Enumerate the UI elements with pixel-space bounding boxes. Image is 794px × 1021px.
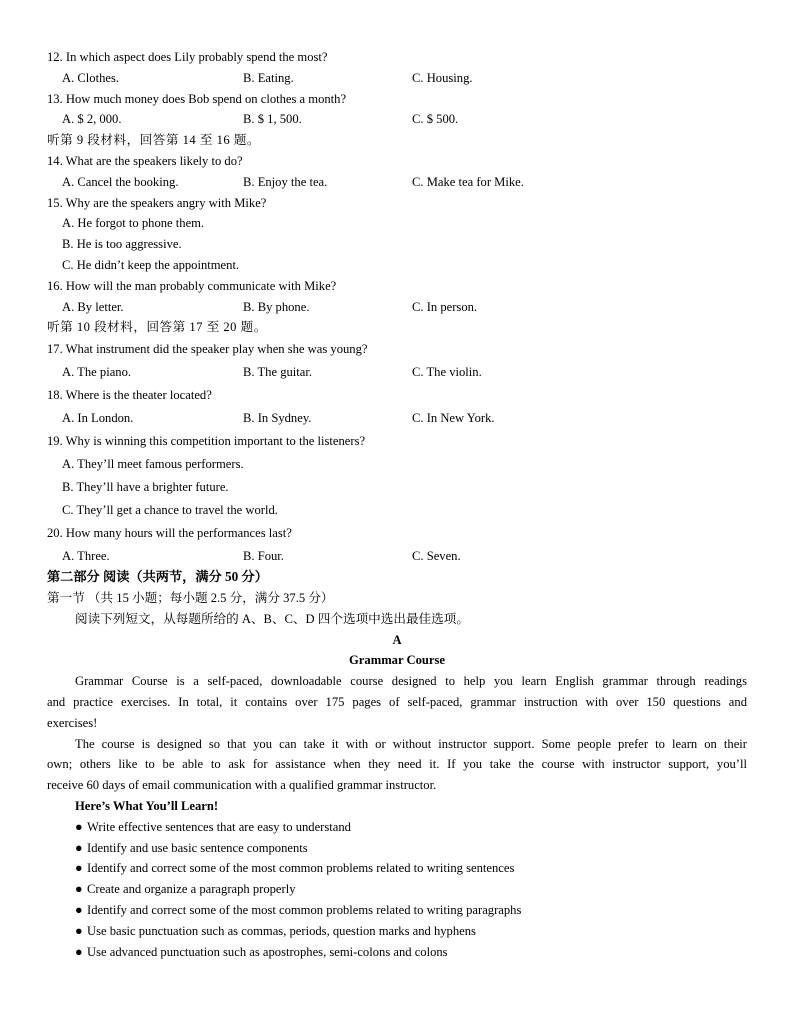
question-text: 12. In which aspect does Lily probably spend the most? (47, 50, 328, 64)
option-a: A. By letter. (62, 299, 124, 314)
question-17 (47, 338, 747, 361)
option-a: A. Cancel the booking. (62, 174, 179, 189)
option-a: A. In London. (62, 411, 134, 426)
option-a: A. He forgot to phone them. (62, 216, 205, 231)
options-12 (47, 68, 747, 89)
bullet-icon: ● (75, 923, 83, 938)
question-text: 19. Why is winning this competition important to the listeners? (47, 434, 366, 449)
option-b: B. They’ll have a brighter future. (62, 480, 229, 495)
option-c: C. He didn’t keep the appointment. (62, 257, 240, 272)
option-a: A. The piano. (62, 365, 132, 380)
paragraph-line: The course is designed so that you can take it with or without instructor support. Some people prefer to learn on their (75, 736, 747, 751)
list-item (47, 921, 747, 942)
bullet-icon: ● (75, 902, 83, 917)
option-a: A. $ 2, 000. (62, 112, 122, 127)
options-18 (47, 407, 747, 430)
option-b: B. $ 1, 500. (243, 112, 302, 127)
list-item-text: Write effective sentences that are easy to understand (87, 819, 351, 834)
passage-letter: A (392, 632, 402, 647)
option-a: A. Three. (62, 549, 110, 564)
paragraph-line: receive 60 days of email communication with a qualified grammar instructor. (47, 778, 437, 793)
list-item (47, 900, 747, 921)
option-c: C. Seven. (412, 549, 461, 564)
list-item (47, 858, 747, 879)
option-b: B. The guitar. (243, 365, 313, 380)
section-title: 第一节 （共 15 小题；每小题 2.5 分，满分 37.5 分） (47, 590, 334, 605)
list-item-text: Identify and correct some of the most common problems related to writing sentences (87, 861, 515, 876)
option-c: C. In person. (412, 299, 478, 314)
paragraph-line: own; others like to be able to ask for assistance when they need it. If you take the course with instructor support, you’ll (47, 757, 747, 772)
learn-heading: Here’s What You’ll Learn! (75, 798, 219, 813)
bullet-icon: ● (75, 819, 83, 834)
list-item (47, 817, 747, 838)
paragraph-2 (47, 734, 747, 796)
question-18 (47, 384, 747, 407)
question-text: 17. What instrument did the speaker play when she was young? (47, 342, 368, 357)
question-15 (47, 193, 747, 214)
question-19 (47, 430, 747, 453)
question-12 (47, 47, 747, 68)
option-b: B. He is too aggressive. (62, 237, 182, 252)
options-16 (47, 297, 747, 318)
options-17 (47, 361, 747, 384)
list-item-text: Identify and use basic sentence components (87, 840, 308, 855)
option-c: C. Make tea for Mike. (412, 174, 524, 189)
bullet-icon: ● (75, 944, 83, 959)
paragraph-line: and practice exercises. In total, it contains over 175 pages of self-paced, grammar instruction with over 150 questions and (47, 694, 747, 709)
question-20 (47, 522, 747, 545)
question-text: 16. How will the man probably communicate with Mike? (47, 278, 337, 293)
listening-heading-9: 听第 9 段材料，回答第 14 至 16 题。 (47, 133, 260, 148)
option-c: C. $ 500. (412, 112, 459, 127)
list-item-text: Identify and correct some of the most common problems related to writing paragraphs (87, 902, 522, 917)
options-14 (47, 172, 747, 193)
bullet-icon: ● (75, 861, 83, 876)
bullet-icon: ● (75, 840, 83, 855)
part-title: 第二部分 阅读（共两节，满分 50 分） (47, 569, 268, 585)
option-b: B. Four. (243, 549, 284, 564)
option-a: A. They’ll meet famous performers. (62, 457, 244, 472)
list-item-text: Use basic punctuation such as commas, periods, question marks and hyphens (87, 923, 476, 938)
paragraph-line: Grammar Course is a self-paced, downloadable course designed to help you learn English grammar through readings (75, 674, 747, 689)
option-b: B. In Sydney. (243, 411, 312, 426)
reading-instruction: 阅读下列短文，从每题所给的 A、B、C、D 四个选项中选出最佳选项。 (75, 611, 469, 626)
option-c: C. In New York. (412, 411, 495, 426)
option-b: B. Eating. (243, 70, 294, 85)
question-text: 13. How much money does Bob spend on clothes a month? (47, 91, 347, 106)
option-b: B. By phone. (243, 299, 310, 314)
question-text: 18. Where is the theater located? (47, 388, 212, 403)
list-item (47, 879, 747, 900)
list-item-text: Use advanced punctuation such as apostrophes, semi-colons and colons (87, 944, 448, 959)
question-text: 20. How many hours will the performances last? (47, 526, 292, 541)
learn-list (47, 817, 747, 963)
options-13 (47, 109, 747, 130)
listening-heading-10: 听第 10 段材料，回答第 17 至 20 题。 (47, 320, 267, 335)
bullet-icon: ● (75, 882, 83, 897)
question-13 (47, 89, 747, 110)
option-c: C. Housing. (412, 70, 473, 85)
paragraph-line: exercises! (47, 715, 98, 730)
paragraph-1 (47, 671, 747, 733)
options-20 (47, 545, 747, 567)
question-16 (47, 276, 747, 297)
option-c: C. The violin. (412, 365, 482, 380)
list-item (47, 838, 747, 859)
passage-title: Grammar Course (349, 653, 445, 668)
list-item-text: Create and organize a paragraph properly (87, 882, 296, 897)
question-text: 14. What are the speakers likely to do? (47, 153, 243, 168)
question-text: 15. Why are the speakers angry with Mike? (47, 195, 267, 210)
question-14 (47, 151, 747, 172)
option-b: B. Enjoy the tea. (243, 174, 328, 189)
list-item (47, 942, 747, 963)
option-a: A. Clothes. (62, 70, 120, 85)
exam-page (47, 47, 747, 962)
option-c: C. They’ll get a chance to travel the world. (62, 503, 278, 518)
